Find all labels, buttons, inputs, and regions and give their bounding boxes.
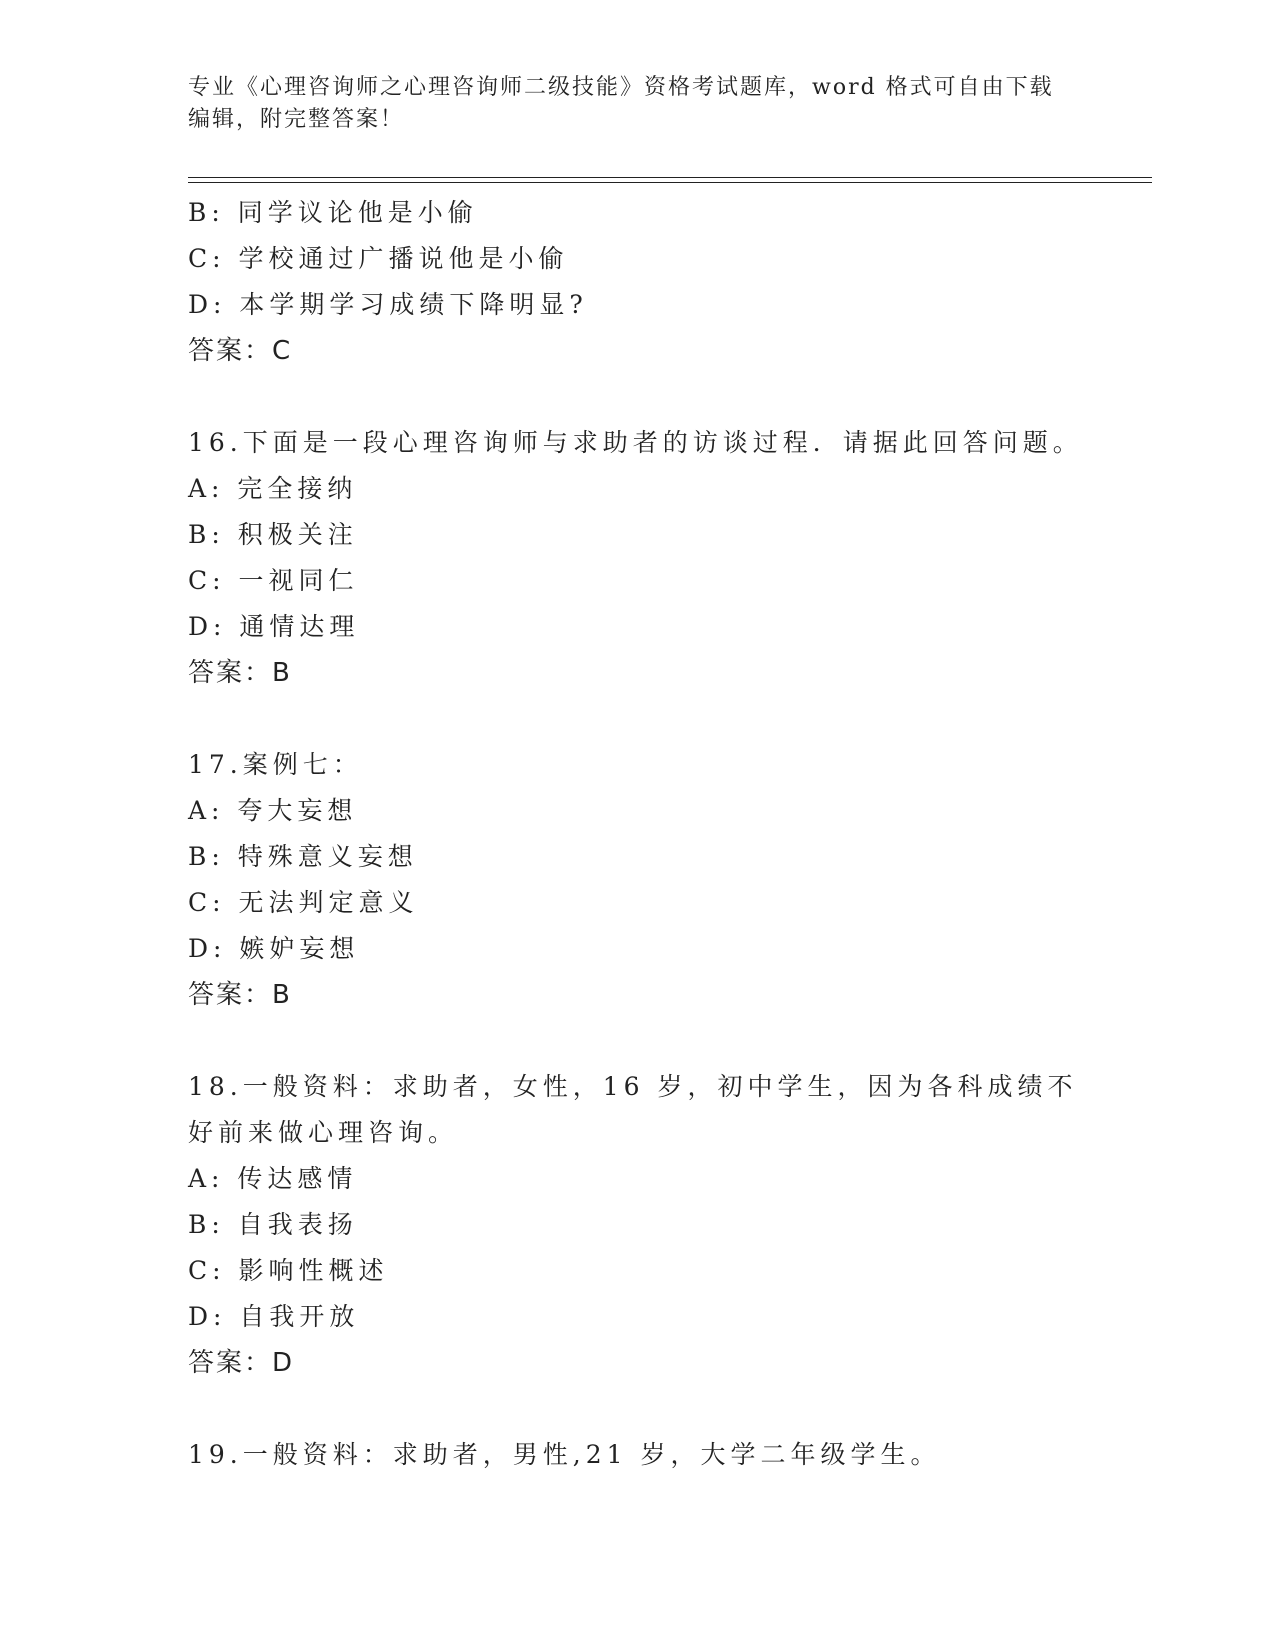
answer: 答案：D — [188, 1348, 295, 1378]
question-17 — [188, 742, 1108, 1018]
question-text: 18.一般资料：求助者，女性，16 岁，初中学生，因为各科成绩不好前来做心理咨询。 — [188, 1072, 1078, 1147]
answer: 答案：B — [188, 658, 292, 688]
option-b: B: 特殊意义妄想 — [188, 842, 418, 871]
option-a: A: 完全接纳 — [188, 474, 358, 503]
question-18 — [188, 1064, 1108, 1386]
option-b: B: 积极关注 — [188, 520, 358, 549]
option-c: C: 影响性概述 — [188, 1256, 389, 1285]
header-line-1: 专业《心理咨询师之心理咨询师二级技能》资格考试题库，word 格式可自由下载 — [188, 75, 1054, 100]
header-rule-top — [188, 177, 1152, 178]
option-d: D: 自我开放 — [188, 1302, 360, 1331]
option-d: D: 本学期学习成绩下降明显? — [188, 290, 588, 319]
option-d: D: 嫉妒妄想 — [188, 934, 360, 963]
option-c: C: 一视同仁 — [188, 566, 359, 595]
option-a: A: 传达感情 — [188, 1164, 358, 1193]
option-c: C: 无法判定意义 — [188, 888, 419, 917]
option-a: A: 夸大妄想 — [188, 796, 358, 825]
answer: 答案：B — [188, 980, 292, 1010]
question-text: 16.下面是一段心理咨询师与求助者的访谈过程．请据此回答问题。 — [188, 428, 1083, 457]
header-line-2: 编辑，附完整答案！ — [188, 107, 405, 132]
option-b: B: 自我表扬 — [188, 1210, 358, 1239]
question-15-continuation — [188, 190, 1108, 374]
document-header — [188, 72, 1088, 136]
question-16 — [188, 420, 1108, 696]
answer: 答案：C — [188, 336, 293, 366]
question-text: 19.一般资料：求助者，男性,21 岁，大学二年级学生。 — [188, 1440, 941, 1469]
header-rule-bottom — [188, 182, 1152, 183]
option-d: D: 通情达理 — [188, 612, 360, 641]
option-b: B: 同学议论他是小偷 — [188, 198, 478, 227]
document-body — [188, 190, 1108, 1478]
option-c: C: 学校通过广播说他是小偷 — [188, 244, 569, 273]
question-text: 17.案例七： — [188, 750, 363, 779]
question-19 — [188, 1432, 1108, 1478]
